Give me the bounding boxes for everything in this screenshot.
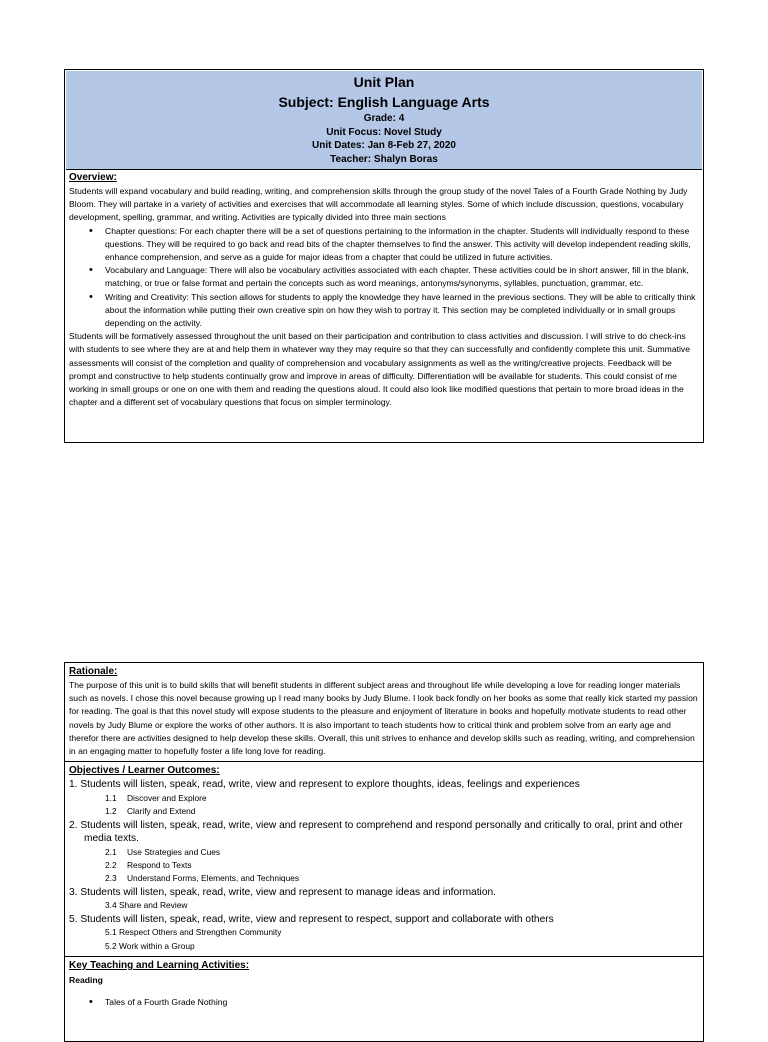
- objectives-heading: Objectives / Learner Outcomes:: [69, 765, 220, 777]
- reading-subheading: Reading: [69, 974, 103, 985]
- rationale-section: [65, 663, 703, 762]
- unit-plan-header: [66, 71, 702, 170]
- rationale-heading: Rationale:: [69, 666, 118, 677]
- overview-section: [65, 171, 703, 409]
- objective-subitem: 1.1 Discover and Explore: [105, 792, 207, 803]
- overview-bullet-list: [69, 225, 699, 331]
- rationale-objectives-table: [64, 662, 704, 1042]
- objective-subitem: 3.4 Share and Review: [105, 900, 188, 911]
- objective-item: 3. Students will listen, speak, read, write, view and represent to manage ideas and information.: [69, 886, 496, 898]
- overview-bullet: • Vocabulary and Language: There will also be vocabulary activities associated with each chapter. These activities could be in short answer, fill in the blank, matching, or true or false format and pertain the concepts such as word meanings, antonyms/synonyms, syllables, punctuation, grammar, etc.: [105, 264, 699, 290]
- overview-bullet: • Writing and Creativity: This section allows for students to apply the knowledge they have learned in the previous sections. They will be able to critically think about the information while putting their own creative spin on how they wish to portray it. This section may be completed individually or in small groups depending on the activity.: [105, 291, 699, 331]
- objective-item: 1. Students will listen, speak, read, write, view and represent to explore thoughts, ideas, feelings and experiences: [69, 779, 580, 791]
- objective-subitem: 5.2 Work within a Group: [105, 940, 195, 951]
- objective-item: 2. Students will listen, speak, read, write, view and represent to comprehend and respond personally and critically to oral, print and other media texts.: [69, 819, 683, 845]
- overview-bullet: • Chapter questions: For each chapter there will be a set of questions pertaining to the information in the chapter. Students will individually respond to these questions. They will be required to go back and read bits of the chapter themselves to find the answer. This activity will develop independent reading skills, enhance comprehension, and serve as a guide for major ideas from a chapter that could be utilized in future activities.: [105, 225, 699, 265]
- teacher-line: Teacher: Shalyn Boras: [330, 153, 438, 165]
- rationale-text: The purpose of this unit is to build skills that will benefit students in different subject areas and throughout life while developing a love for reading longer materials such as novels. I chose this novel because growing up I read many books by Judy Blume. I look back fondly on her books as some that really kick started my passion for reading. The goal is that this novel study will expose students to the pleasure and enjoyment of literature in books and hopefully motivate students to read other novels by Judy Blume or explore the works of other authors. It is also important to teach students how to critical think and problem solve from an early age and therefor there are activities designed to help develop these skills. Overall, this unit strives to enhance and develop skills such as reading, writing, and comprehension in an engaging matter to hopefully foster a life long love for reading.: [69, 680, 698, 757]
- objective-subitem: 1.2 Clarify and Extend: [105, 806, 196, 817]
- unit-focus-line: Unit Focus: Novel Study: [326, 126, 442, 138]
- objective-subitem: 5.1 Respect Others and Strengthen Community: [105, 927, 282, 938]
- objective-subitem: 2.3 Understand Forms, Elements, and Techniques: [105, 873, 300, 884]
- overview-intro: Students will expand vocabulary and build reading, writing, and comprehension skills through the group study of the novel Tales of a Fourth Grade Nothing by Judy Bloom. They will partake in a variety of activities and exercises that will accommodate all learning styles. Some of which include discussion, questions, vocabulary development, spelling, grammar, and writing. Activities are typically divided into three main sections: [69, 186, 688, 223]
- activities-section: [65, 957, 703, 1012]
- overview-heading: Overview:: [69, 172, 117, 183]
- activity-item: • Tales of a Fourth Grade Nothing: [69, 995, 699, 1009]
- objective-subitem: 2.1 Use Strategies and Cues: [105, 846, 221, 857]
- overview-table: [64, 69, 704, 443]
- activities-heading: Key Teaching and Learning Activities:: [69, 959, 250, 971]
- subject-line: Subject: English Language Arts: [278, 94, 490, 110]
- grade-line: Grade: 4: [363, 113, 405, 124]
- overview-closing: Students will be formatively assessed throughout the unit based on their participation and contribution to class activities and discussion. I will strive to do check-ins with students to see where they are at and help them in whatever way they may require so that they can successfully and confidently complete this unit. Summative assessments will consist of the completion and quality of comprehension and vocabulary assignments as well as the writing/creative projects. Feedback will be prompt and constructive to help students continually grow and improve in areas of difficulty. Differentiation will be available for students. This could consist of me working in small groups or one on one with them and reading the questions aloud. It could also look like modified questions that pertain to more broad ideas in the chapter and a different set of vocabulary questions that focus on simpler terminology.: [69, 331, 690, 408]
- objectives-section: [65, 762, 703, 957]
- objective-subitem: 2.2 Respond to Texts: [105, 859, 192, 870]
- objective-item: 5. Students will listen, speak, read, write, view and represent to respect, support and collaborate with others: [69, 913, 554, 925]
- unit-plan-title: Unit Plan: [353, 74, 415, 90]
- unit-dates-line: Unit Dates: Jan 8-Feb 27, 2020: [312, 140, 456, 151]
